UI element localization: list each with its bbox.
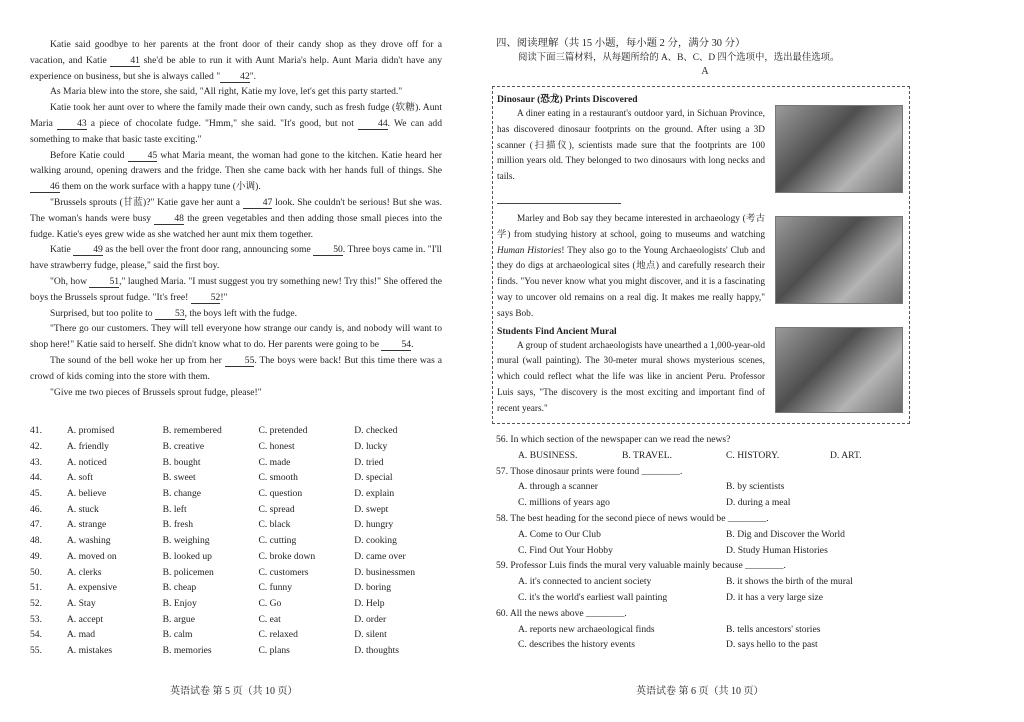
option-row <box>30 423 450 439</box>
cloze-text: ," laughed Maria. "I must suggest you try something new! Try this!" She offered the boys the Brussels sprout fudge. "It's free! <box>30 275 443 303</box>
cloze-text: . Three boys came in. "I'll have strawberry fudge, please," said the first boy. <box>30 244 442 272</box>
cloze-paragraph <box>30 321 442 353</box>
option-choice: A. washing <box>66 535 111 547</box>
section-title: 四、阅读理解（共 15 小题，每小题 2 分，满分 30 分） <box>496 38 746 49</box>
option-choice: A. mad <box>66 629 96 641</box>
passage-label: A <box>701 66 709 77</box>
option-choice: D. tried <box>354 456 384 468</box>
option-choice: C. black <box>258 519 291 531</box>
cloze-blank: 54 <box>381 339 411 351</box>
cloze-text: them on the work surface with a happy tune (小调). <box>59 181 261 193</box>
option-choice: A. friendly <box>66 441 109 453</box>
cloze-options <box>30 423 450 658</box>
answer-choice: A. BUSINESS. <box>518 449 578 461</box>
cloze-blank: 47 <box>243 197 273 209</box>
answer-choice: A. it's connected to ancient society <box>518 576 652 588</box>
cloze-paragraph <box>30 353 442 385</box>
choice-row <box>496 622 916 638</box>
cloze-text: "Oh, how <box>50 275 90 287</box>
question-number: 44. <box>30 472 42 484</box>
choice-row <box>496 479 916 495</box>
option-choice: D. thoughts <box>354 644 400 656</box>
question-stem: 58. The best heading for the second piece of news would be ________. <box>496 512 769 524</box>
option-choice: C. funny <box>258 582 293 594</box>
cloze-blank: 44 <box>358 118 388 130</box>
option-row <box>30 439 450 455</box>
option-row <box>30 611 450 627</box>
option-row <box>30 517 450 533</box>
article3-text: A group of student archaeologists have unearthed a 1,000-year-old mural (wall painting). The 30-meter mural shows mysterious scenes, which could reflect what the life was like in ancient Peru. Professor Luis says, "The discovery is the most exciting and important find of recent years." <box>497 340 765 414</box>
option-choice: C. spread <box>258 503 295 515</box>
option-choice: C. smooth <box>258 472 298 484</box>
cloze-text: "Give me two pieces of Brussels sprout fudge, please!" <box>50 386 262 398</box>
cloze-blank: 45 <box>128 150 158 162</box>
cloze-text: ". <box>249 70 257 82</box>
option-choice: B. weighing <box>162 535 210 547</box>
cloze-blank: 41 <box>110 55 140 67</box>
cloze-blank: 53 <box>155 308 185 320</box>
option-choice: B. argue <box>162 613 195 625</box>
cloze-blank: 51 <box>89 276 119 288</box>
cloze-text: "Brussels sprouts (甘蓝)?" Katie gave her aunt a <box>50 196 243 208</box>
archaeology-dig-photo <box>775 216 903 304</box>
question-number: 48. <box>30 535 42 547</box>
question-number: 50. <box>30 566 42 578</box>
answer-choice: D. ART. <box>830 449 862 461</box>
answer-choice: C. HISTORY. <box>726 449 780 461</box>
answer-choice: A. reports new archaeological finds <box>518 623 655 635</box>
option-choice: D. order <box>354 613 387 625</box>
cloze-text: look. She couldn't be serious! But she was. The woman's hands were busy <box>30 196 443 224</box>
answer-choice: C. Find Out Your Hobby <box>518 544 613 556</box>
cloze-paragraph <box>30 100 442 147</box>
answer-choice: B. Dig and Discover the World <box>726 528 845 540</box>
cloze-blank: 42 <box>220 71 250 83</box>
option-choice: A. clerks <box>66 566 102 578</box>
cloze-text: . We can add something to make that basic taste exciting." <box>30 117 442 145</box>
option-choice: A. promised <box>66 425 115 437</box>
option-choice: A. soft <box>66 472 93 484</box>
option-choice: D. cooking <box>354 535 397 547</box>
option-choice: D. checked <box>354 425 398 437</box>
option-choice: B. sweet <box>162 472 196 484</box>
cloze-paragraph <box>30 195 442 242</box>
question-number: 53. <box>30 613 42 625</box>
option-choice: C. broke down <box>258 550 316 562</box>
option-row <box>30 486 450 502</box>
question-stem: 59. Professor Luis finds the mural very valuable mainly because ________. <box>496 560 786 572</box>
option-choice: B. looked up <box>162 550 212 562</box>
option-row <box>30 549 450 565</box>
answer-choice: D. during a meal <box>726 497 791 509</box>
cloze-paragraph <box>30 84 442 100</box>
cloze-text: what Maria meant, the woman had gone to the kitchen. Katie heard her walking around, opening drawers and the fridge. Then she came back with her hands full of things. She <box>30 149 442 177</box>
option-choice: C. made <box>258 456 291 468</box>
choice-row <box>496 527 916 543</box>
cloze-blank: 49 <box>73 244 103 256</box>
cloze-blank: 48 <box>154 213 184 225</box>
option-choice: A. Stay <box>66 597 96 609</box>
option-choice: D. lucky <box>354 441 388 453</box>
cloze-text: as the bell over the front door rang, announcing some <box>102 244 314 256</box>
option-row <box>30 470 450 486</box>
question-stem: 60. All the news above ________. <box>496 607 627 619</box>
option-row <box>30 533 450 549</box>
option-choice: B. calm <box>162 629 193 641</box>
cloze-text: Before Katie could <box>50 149 128 161</box>
option-choice: B. policemen <box>162 566 214 578</box>
article3-title: Students Find Ancient Mural <box>497 325 617 337</box>
cloze-text: . <box>411 339 414 351</box>
option-choice: B. cheap <box>162 582 197 594</box>
option-choice: D. hungry <box>354 519 394 531</box>
cloze-paragraph <box>30 37 442 84</box>
cloze-text: a piece of chocolate fudge. "Hmm," she said. "It's good, but not <box>86 117 359 129</box>
option-choice: C. pretended <box>258 425 308 437</box>
answer-choice: B. TRAVEL. <box>622 449 673 461</box>
option-choice: D. boring <box>354 582 392 594</box>
choice-row <box>496 637 916 653</box>
option-choice: D. silent <box>354 629 387 641</box>
answer-choice: D. it has a very large size <box>726 591 824 603</box>
cloze-text: , the boys left with the fudge. <box>184 307 298 319</box>
cloze-blank: 50 <box>313 244 343 256</box>
cloze-text: As Maria blew into the store, she said, "All right, Katie my love, let's get this party started." <box>50 86 403 98</box>
option-choice: A. believe <box>66 488 107 500</box>
question-number: 42. <box>30 441 42 453</box>
option-row <box>30 564 450 580</box>
option-choice: A. accept <box>66 613 104 625</box>
option-choice: A. expensive <box>66 582 117 594</box>
answer-choice: A. Come to Our Club <box>518 528 601 540</box>
option-choice: D. swept <box>354 503 389 515</box>
section-instructions: 阅读下面三篇材料，从每题所给的 A、B、C、D 四个选项中，选出最佳选项。 <box>518 53 840 63</box>
answer-choice: B. tells ancestors' stories <box>726 623 821 635</box>
cloze-paragraph <box>30 385 442 401</box>
cloze-text: Katie said goodbye to her parents at the front door of their candy shop as they drove off for a vacation, and Katie <box>30 39 442 66</box>
option-choice: B. memories <box>162 644 212 656</box>
option-choice: A. stuck <box>66 503 99 515</box>
question-stem: 57. Those dinosaur prints were found ________. <box>496 465 683 477</box>
question-number: 52. <box>30 597 42 609</box>
option-row <box>30 596 450 612</box>
option-choice: D. Help <box>354 597 385 609</box>
answer-choice: A. through a scanner <box>518 481 598 493</box>
option-choice: A. mistakes <box>66 644 113 656</box>
option-choice: C. cutting <box>258 535 297 547</box>
choice-row <box>496 574 916 590</box>
question-number: 54. <box>30 629 42 641</box>
cloze-blank: 52 <box>191 292 221 304</box>
answer-choice: D. says hello to the past <box>726 639 818 651</box>
question-number: 46. <box>30 503 42 515</box>
cloze-blank: 43 <box>57 118 87 130</box>
choice-row <box>496 543 916 559</box>
option-choice: C. relaxed <box>258 629 298 641</box>
cloze-passage <box>30 37 442 400</box>
option-choice: D. special <box>354 472 393 484</box>
option-choice: B. left <box>162 503 187 515</box>
news-box <box>492 86 910 424</box>
cloze-text: !" <box>220 291 228 303</box>
question-stem: 56. In which section of the newspaper can we read the news? <box>496 434 731 445</box>
option-choice: C. customers <box>258 566 309 578</box>
question-number: 43. <box>30 456 42 468</box>
option-choice: B. Enjoy <box>162 597 197 609</box>
question-number: 45. <box>30 488 42 500</box>
option-choice: C. honest <box>258 441 295 453</box>
cloze-text: the green vegetables and then adding those small pieces into the fudge. Katie's eyes grew wide as she watched her aunt mix them together. <box>30 212 442 240</box>
option-choice: A. strange <box>66 519 107 531</box>
cloze-text: Katie <box>50 244 74 256</box>
cloze-text: The sound of the bell woke her up from her <box>50 354 225 366</box>
answer-choice: B. by scientists <box>726 481 785 493</box>
option-row <box>30 627 450 643</box>
page-footer-right: 英语试卷 第 6 页（共 10 页） <box>636 686 764 697</box>
question-number: 51. <box>30 582 42 594</box>
answer-choice: C. it's the world's earliest wall painting <box>518 591 668 603</box>
cloze-paragraph <box>30 306 442 322</box>
option-row <box>30 580 450 596</box>
reading-header <box>496 36 914 78</box>
cloze-text: "There go our customers. They will tell everyone how strange our candy is, and nobody will want to shop here!" Katie said to herself. She didn't know what to do. Her parents were going to be <box>30 323 442 351</box>
cloze-text: . The boys were back! But this time there was a crowd of kids coming into the store with them. <box>30 354 442 382</box>
option-choice: C. Go <box>258 597 282 609</box>
option-choice: D. came over <box>354 550 406 562</box>
option-choice: D. explain <box>354 488 395 500</box>
cloze-text: Surprised, but too polite to <box>50 307 155 319</box>
option-choice: B. creative <box>162 441 205 453</box>
question-number: 47. <box>30 519 42 531</box>
answer-choice: C. millions of years ago <box>518 497 610 509</box>
option-row <box>30 643 450 659</box>
reading-questions <box>496 432 916 653</box>
dinosaur-footprint-photo <box>775 105 903 193</box>
option-choice: A. noticed <box>66 456 107 468</box>
article2-text: Marley and Bob say they became interested in archaeology (考古学) from studying history at school, going to museums and watching Human Histories! They also go to the Young Archaeologists' Club and they do digs at archaeological sites (地点) and carefully research their finds. "You never know what you might discover, and it is a fascinating way to uncover old remains on a real dig. It makes me really happy," says Bob. <box>497 214 765 319</box>
answer-choice: C. describes the history events <box>518 639 635 651</box>
option-choice: C. question <box>258 488 303 500</box>
question-number: 41. <box>30 425 42 437</box>
cloze-blank: 55 <box>225 355 255 367</box>
cloze-text: she'd be able to run it with Aunt Maria's help. Aunt Maria didn't have any experience on business, but she is always called " <box>30 54 442 82</box>
option-row <box>30 501 450 517</box>
option-choice: B. fresh <box>162 519 194 531</box>
article1-title: Dinosaur (恐龙) Prints Discovered <box>497 94 638 105</box>
cloze-blank: 46 <box>30 181 60 193</box>
cloze-text: Katie took her aunt over to where the family made their own candy, such as fresh fudge (软糖). Aunt Maria <box>30 102 442 129</box>
option-choice: D. businessmen <box>354 566 415 578</box>
choice-row <box>496 495 916 511</box>
choice-row <box>496 448 916 464</box>
divider <box>497 203 621 204</box>
question-number: 55. <box>30 644 42 656</box>
answer-choice: B. it shows the birth of the mural <box>726 576 853 588</box>
option-choice: C. eat <box>258 613 281 625</box>
cloze-paragraph <box>30 148 442 195</box>
option-choice: A. moved on <box>66 550 117 562</box>
question-number: 49. <box>30 550 42 562</box>
option-choice: B. change <box>162 488 202 500</box>
option-row <box>30 454 450 470</box>
page-footer-left: 英语试卷 第 5 页（共 10 页） <box>170 686 298 697</box>
mural-photo <box>775 327 903 413</box>
cloze-paragraph <box>30 274 442 306</box>
answer-choice: D. Study Human Histories <box>726 544 828 556</box>
option-choice: C. plans <box>258 644 290 656</box>
cloze-paragraph <box>30 242 442 274</box>
option-choice: B. bought <box>162 456 201 468</box>
option-choice: B. remembered <box>162 425 222 437</box>
article1-text: A diner eating in a restaurant's outdoor yard, in Sichuan Province, has discovered dinosaur footprints on the ground. After using a 3D scanner (扫描仪), scientists made sure that the footprints are 100 million years old. They belonged to two dinosaurs with long necks and tails. <box>497 109 765 183</box>
choice-row <box>496 590 916 606</box>
